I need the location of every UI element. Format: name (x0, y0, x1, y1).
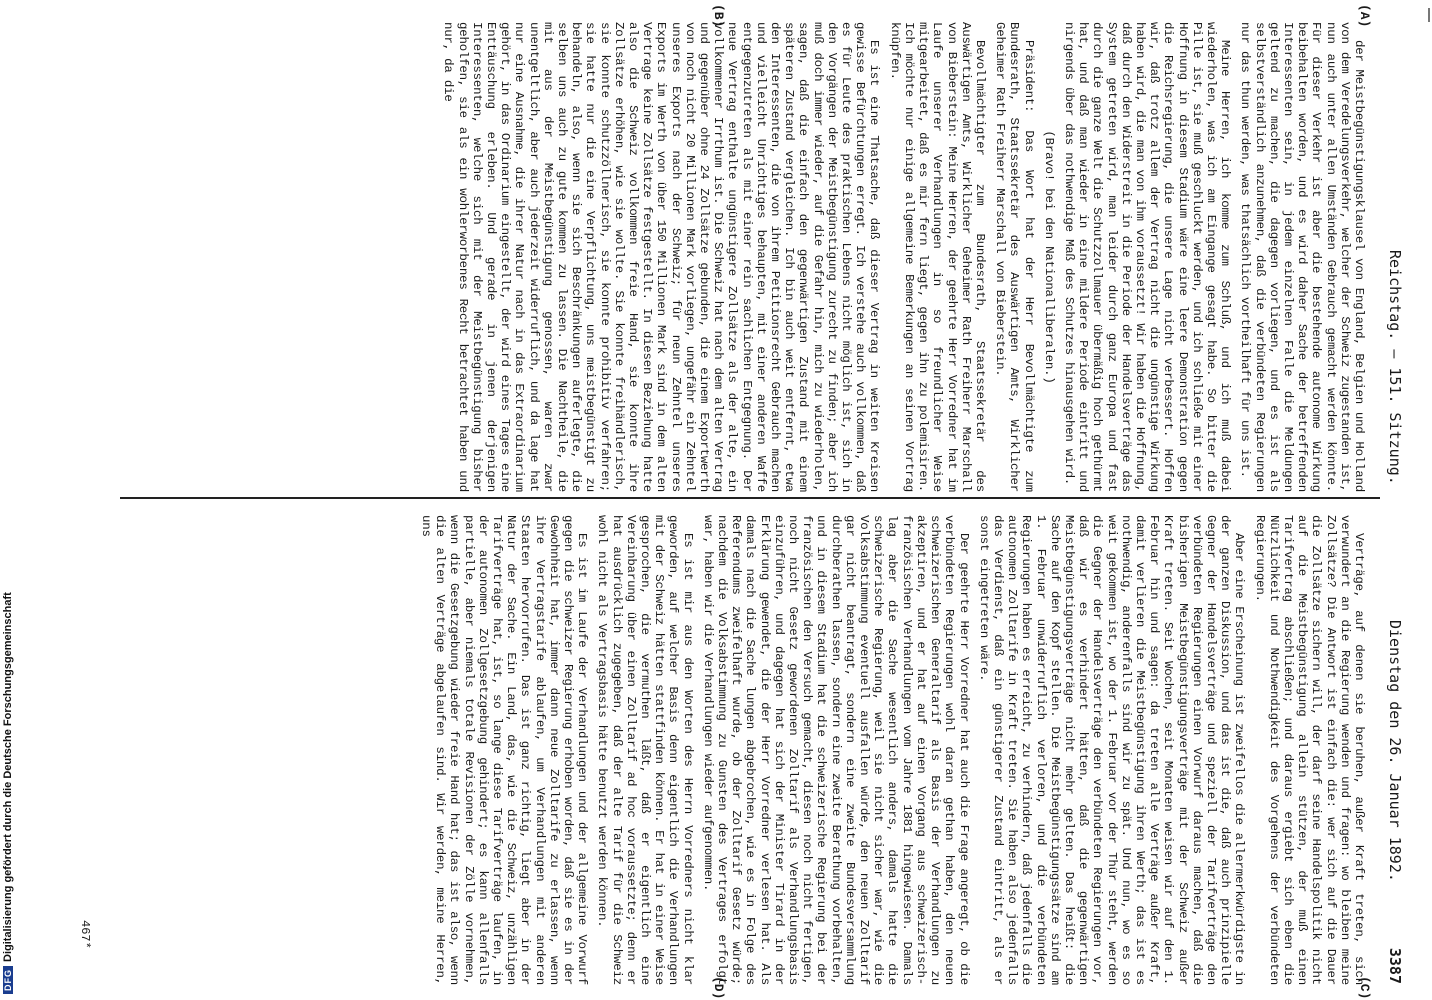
dfg-logo: DFG (3, 966, 13, 994)
marker-b: (B) (711, 4, 726, 28)
header-session: Reichstag. — 151. Sitzung. (1386, 250, 1404, 485)
paragraph: der Meistbegünstigungsklausel von England, Belgien und Holland von dem Veredelungsverkehr, welcher der Schweiz zugestanden ist, nun auch unter allen Umständen Gebrauch gemacht werden könnte. Für dieser Verkehr ist aber die bestehende autonome Wirkung beibehalten worden, und es wird daher Sache der betreffenden Interessenten sein, in jedem einzelnen Falle die Meldungen geltend zu machen, die dagegen vorliegen, und es ist als selbstverständlich anzunehmen, daß die verbündeten Regierungen nur das thun werden, was thatsächlich vortheilhaft für uns ist. (1238, 22, 1366, 492)
credit-text: Digitalisierung gefördert durch die Deutsche Forschungsgemeinschaft (2, 592, 14, 962)
paragraph: Es ist im Laufe der Verhandlungen und der allgemeine Vorwurf gegen die schweizer Regierung erhoben worden, daß sie es in der Gewohnheit hat, immer dann neue Zolltarife zu erlassen, wenn ihre Vertragstarife ablaufen, um Verhandlungen mit anderen Staaten hervorrufen. Das ist ganz richtig, liegt aber in der Natur der Sache. Ein Land, das, wie die Schweiz, unzähligen Tarifverträge hat, ist, so lange diese Tarifverträge laufen, in der autonomen Zollgesetzgebung gehindert; es kann allenfalls partielle, aber niemals totale Revisionen der Zölle vornehmen, wenn die Gesetzgebung wieder freie Hand hat; das ist also, wenn die alten Verträge abgelaufen sind. Wir werden, meine Herren, uns (419, 515, 590, 985)
column-divider (120, 497, 1380, 499)
right-column (116, 515, 1366, 985)
paragraph: Verträge, auf denen sie beruhen, außer Kraft treten, sich verwundert an die Regierung wenden und fragen: wo bleiben meine Zollsätze? Die Antwort ist einfach die: wer sich auf die Dauer die Zollsätze sichern will, der darf seine Handelspolitik nicht auf die Meistbegünstigung allein stützen, der muß einen Tarifvertrag abschließen; und daraus ergiebt sich eben die Nützlichkeit und Nothwendigkeit des Vorgehens der verbündeten Regierungen. (1252, 515, 1366, 985)
page-header (1378, 10, 1412, 990)
digitization-credit-strip (0, 0, 20, 1000)
paragraph: Meine Herren, ich komme zum Schluß, und ich muß dabei wiederholen, was ich am Eingange gesagt habe. So bitter die Pille ist, sie muß geschluckt werden, und ich schließe mit einer Hoffnung in diesem Stadium wäre eine leere Demonstration gegen die Reichsregierung, die unsere Lage nicht verbessert. Hoffen wir, daß trotz allem der Vertrag nicht die ungünstige Wirkung haben wird, die man von ihm voraussetzt! Wir haben die Hoffnung, daß durch den Widerstreit in die Periode der Handelsverträge das System getreten wird, man leider durch ganz Europa und fast durch die ganze Welt die Schutzzollmauer übermäßig hoch gethürmt hat, und daß man wieder in eine mildere Periode eintritt und nirgends über das nothwendige Maß des Schutzes hinausgehen wird. (1061, 22, 1233, 492)
paragraph: Es ist eine Thatsache, daß dieser Vertrag in weiten Kreisen gewisse Befürchtungen erregt. Ich verstehe auch vollkommen, daß es für Leute des praktischen Lebens nicht möglich ist, sich in den Vorgängen der Meistbegünstigung zurecht zu finden; aber ich muß doch immer wieder, auf die Gefahr hin, mich zu wiederholen, sagen, daß die einfach den gegenwärtigen Zustand mit einem späteren Zustand vergleichen. Ich bin auch weit entfernt, etwa den Interessenten, die von ihrem Petitionsrecht Gebrauch machen und vielleicht Unrichtiges behaupten, mit einer anderen Waffe entgegenzutreten als mit einer rein sachlichen Entgegnung. Der neue Vertrag enthalte ungünstigere Zollsätze als der alte, ein vollkommener Irrthum ist. Die Schweiz hat nach dem alten Vertrag und gegenüber ohne 24 Zollsätze gebunden, die einem Exportwerth von noch nicht 20 Millionen Mark vorliegen, ungefähr ein Zehntel unseres Exports nach der Schweiz; für neun Zehntel unseres Exports im Werth von über 150 Millionen Mark sind in dem alten Vertrage keine Zollsätze festgestellt. In diesen Beziehung hatte also die Schweiz vollkommen freie Hand, sie konnte ihre Zollsätze erhöhen, wie sie wollte. Sie konnte freihändlerisch, sie konnte schutzzöllnerisch, sie konnte prohibitiv verfahren; sie hatte nur die eine Verpflichtung, uns meistbegünstigt zu behandeln, also, wenn sie sich Beschränkungen auferlegte, die selben uns auch zu gute kommen zu lassen. Die Nachtheile, die mit aus der Meistbegünstigung genossen, waren zwar unentgeltlich, aber auch jederzeit widerruflich, und da lage hat nur eine Ausnahme, die ihrer Natur nach in das Extraordinarium gehört, in das Ordinarium eingestellt, der wird eines Tages eine Enttäuschung erleben. Und gerade in jenen derjenigen Interessenten, welche sich mit der Meistbegünstigung bisher geholfen, sie als ein wohlerworbenes Recht betrachtet haben und nur, da die (441, 22, 882, 492)
digitization-credit (2, 0, 20, 994)
paragraph: Der geehrte Herr Vorredner hat auch die Frage angeregt, ob die verbündeten Regierungen wohl daran gethan haben, den neuen schweizerischen Generaltarif als Basis der Verhandlungen zu akzeptiren, und er hat auf einen Vorgang aus schweizerisch-französischen Verhandlungen vom Jahre 1881 hingewiesen. Damals lag aber die Sache wesentlich anders, damals hatte die schweizerische Regierung, weil sie nicht sicher war, wie die Volksabstimmung eventuell ausfallen würde, den neuen Zolltarif gar nicht beantragt, sondern eine zweite Bundesversammlung durchberathen lassen, sondern eine zweite Berathung vorbehalten, und in diesem Stadium hat die schweizerische Regierung bei der französischen den Versuch gemacht, diesen noch nicht fertigen, noch nicht Gesetz gewordenen Zolltarif als Verhandlungsbasis einzuführen, und dagegen hat sich der Minister Tirard in der Erklärung gewendet, die der Herr Vorredner verlesen hat. Als damals nach die Sache lungen abgebrochen, wie es in Folge des Referendums zweifelhaft wurde, ob der Zolltarif Gesetz würde; nachdem die Volksabstimmung zu Gunsten des Vertrages erfolgt war, haben wir die Verhandlungen wieder aufgenommen. (700, 515, 971, 985)
applause-note: (Bravo! bei den Nationalliberalen.) (1041, 130, 1056, 384)
marker-d: (D) (711, 976, 726, 1000)
signature-mark: 467* (78, 920, 92, 949)
header-date: Dienstag den 26. Januar 1892. (1386, 620, 1404, 882)
left-column (116, 22, 1366, 492)
paragraph: Präsident: Das Wort hat der Herr Bevollmächtigte zum Bundesrath, Staatssekretär des Auswärtigen Amts, Wirklicher Geheimer Rath Freiherr Marschall von Bieberstein. (993, 22, 1036, 492)
marker-a: (A) (1357, 4, 1372, 28)
paragraph: Aber eine Erscheinung ist zweifellos die allermerkwürdigste in der ganzen Diskussion, und das ist die, daß auch prinzipielle Gegner der Handelsverträge und speziell der Tarifverträge den verbündeten Regierungen einen Vorwurf daraus machen, daß die bisherigen Meistbegünstigungsverträge mit der Schweiz außer Kraft treten. Seit Wochen, seit Monaten weisen wir auf den 1. Februar hin und sagen: da treten alle Verträge außer Kraft, damit verlieren die Meistbegünstigung ihren Werth; das ist es nothwendig, anderenfalls sind wir zu spät. Und nun, wo es so weit gekommen ist, wo der 1. Februar vor der Thür steht, werden die Gegner der Handelsverträge den verbündeten Regierungen vor, daß wir es verhindert hätten, daß die gegenwärtigen Meistbegünstigungsverträge nicht mehr gelten. Das heißt: die Sache auf den Kopf stellen. Die Meistbegünstigungssätze sind am 1. Februar unwiderruflich verloren, und die verbündeten Regierungen haben es erreicht, zu verhindern, daß jedenfalls die autonomen Zolltarife in Kraft treten. Sie haben also jedenfalls das Verdienst, daß ein günstigerer Zustand eintritt, als er sonst eingetreten wäre. (976, 515, 1247, 985)
marker-c: (C) (1357, 976, 1372, 1000)
paragraph: Es ist mir aus den Worten des Herrn Vorredners nicht klar geworden, auf welcher Basis denn eigentlich die Verhandlungen mit der Schweiz hätten stattfinden können. Er hat in einer Weise gesprochen, die vermuthen läßt, daß er eigentlich eine Vereinbarung über einen Zolltarif ad hoc voraussetzte; denn er hat ausdrücklich zugegeben, daß der alte Tarif für die Schweiz wohl nicht als Vertragsbasis hätte benutzt werden können. (595, 515, 695, 985)
paragraph: Bevollmächtigter zum Bundesrath, Staatssekretär des Auswärtigen Amts, Wirklicher Geheimer Rath Freiherr Marschall von Bieberstein: Meine Herren, der geehrte Herr Vorredner hat im Laufe unserer Verhandlungen in so freundlicher Weise mitgearbeitet, daß es mir fern liegt, gegen ihn zu polemisiren. Ich möchte nur einige allgemeine Bemerkungen an seinen Vortrag knüpfen. (887, 22, 987, 492)
page-number: 3387 (1386, 947, 1404, 984)
